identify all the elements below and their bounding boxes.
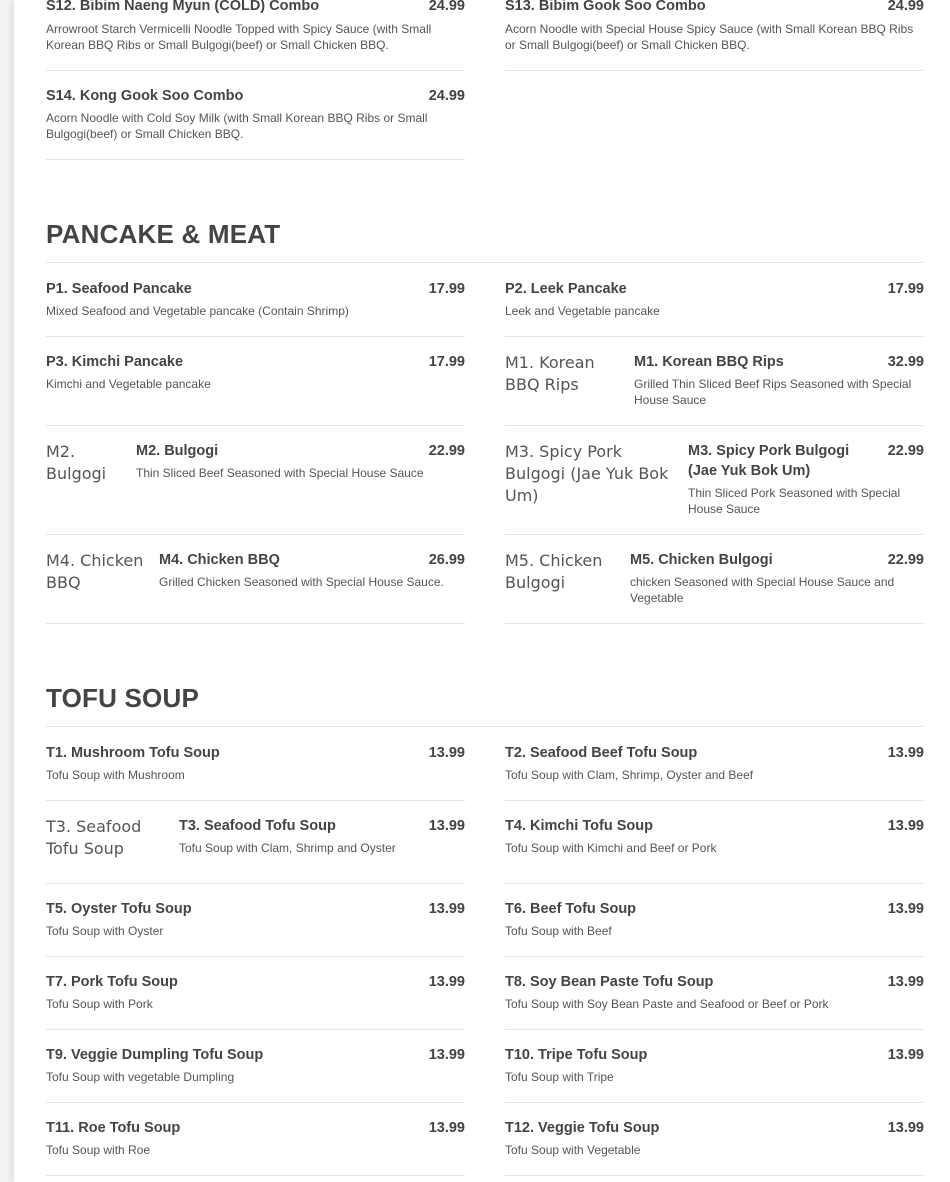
item-price: 26.99 — [428, 552, 465, 568]
item-price: 22.99 — [887, 443, 924, 459]
item-description: Tofu Soup with Clam, Shrimp, Oyster and Beef — [505, 768, 754, 782]
item-description: Tofu Soup with Soy Bean Paste and Seafood or Beef or Pork — [505, 997, 829, 1011]
menu-item-m1[interactable] — [505, 352, 924, 426]
item-name: M4. Chicken BBQ — [159, 552, 280, 568]
item-description: Tofu Soup with Vegetable — [505, 1143, 641, 1157]
menu-item-m4[interactable] — [46, 550, 465, 624]
item-name: T12. Veggie Tofu Soup — [505, 1120, 660, 1136]
item-name: M3. Spicy Pork Bulgogi (Jae Yuk Bok Um) — [688, 443, 850, 479]
item-description: Thin Sliced Beef Seasoned with Special House Sauce — [136, 466, 424, 480]
item-price: 13.99 — [428, 818, 465, 834]
menu-item-t4[interactable] — [505, 816, 924, 884]
item-name: T2. Seafood Beef Tofu Soup — [505, 745, 698, 761]
item-price: 17.99 — [887, 281, 924, 297]
item-price: 13.99 — [428, 1047, 465, 1063]
menu-item-t1[interactable] — [46, 743, 465, 801]
menu-item-p3[interactable] — [46, 352, 465, 426]
menu-item-s14[interactable] — [46, 86, 465, 160]
item-price: 32.99 — [887, 354, 924, 370]
item-description: Tofu Soup with Beef — [505, 924, 612, 938]
broken-image-icon: M5. Chicken Bulgogi — [505, 551, 603, 592]
item-price: 24.99 — [428, 88, 465, 104]
menu-item-s12[interactable] — [46, 0, 465, 71]
item-name: S12. Bibim Naeng Myun (COLD) Combo — [46, 0, 320, 14]
item-name: T4. Kimchi Tofu Soup — [505, 818, 653, 834]
item-name: S14. Kong Gook Soo Combo — [46, 88, 244, 104]
menu-item-t7[interactable] — [46, 972, 465, 1030]
item-description: chicken Seasoned with Special House Sauce and Vegetable — [630, 575, 895, 605]
item-price: 24.99 — [887, 0, 924, 14]
item-price: 13.99 — [887, 901, 924, 917]
item-description: Acorn Noodle with Special House Spicy Sauce (with Small Korean BBQ Ribs or Small Bulgogi(beef) or Small Chicken BBQ. — [505, 22, 914, 52]
item-name: P2. Leek Pancake — [505, 281, 627, 297]
item-description: Tofu Soup with Oyster — [46, 924, 164, 938]
item-description: Arrowroot Starch Vermicelli Noodle Topped with Spicy Sauce (with Small Korean BBQ Ribs or Small Bulgogi(beef) or Small Chicken BBQ. — [46, 22, 432, 52]
item-name: T1. Mushroom Tofu Soup — [46, 745, 220, 761]
item-description: Tofu Soup with Clam, Shrimp and Oyster — [179, 841, 396, 855]
item-price: 13.99 — [887, 818, 924, 834]
broken-image-icon: M3. Spicy Pork Bulgogi (Jae Yuk Bok Um) — [505, 442, 669, 505]
item-price: 17.99 — [428, 354, 465, 370]
menu-item-t3[interactable] — [46, 816, 465, 884]
menu-item-p1[interactable] — [46, 279, 465, 337]
item-name: M2. Bulgogi — [136, 443, 219, 459]
item-price: 13.99 — [887, 1120, 924, 1136]
item-description: Tofu Soup with Tripe — [505, 1070, 614, 1084]
item-name: T8. Soy Bean Paste Tofu Soup — [505, 974, 714, 990]
item-price: 24.99 — [428, 0, 465, 14]
item-name: T6. Beef Tofu Soup — [505, 901, 637, 917]
item-description: Grilled Thin Sliced Beef Rips Seasoned with Special House Sauce — [634, 377, 912, 407]
item-name: T9. Veggie Dumpling Tofu Soup — [46, 1047, 264, 1063]
item-name: S13. Bibim Gook Soo Combo — [505, 0, 706, 14]
item-description: Thin Sliced Pork Seasoned with Special House Sauce — [688, 486, 901, 516]
item-description: Tofu Soup with Roe — [46, 1143, 151, 1157]
section-divider — [46, 262, 924, 263]
item-price: 22.99 — [428, 443, 465, 459]
section-title-pancake-meat: PANCAKE & MEAT — [46, 219, 281, 249]
item-description: Tofu Soup with Mushroom — [46, 768, 185, 782]
menu-item-t10[interactable] — [505, 1045, 924, 1103]
menu-page — [14, 0, 950, 1182]
item-price: 22.99 — [887, 552, 924, 568]
item-description: Mixed Seafood and Vegetable pancake (Contain Shrimp) — [46, 304, 349, 318]
menu-item-m5[interactable] — [505, 550, 924, 624]
item-description: Kimchi and Vegetable pancake — [46, 377, 211, 391]
item-name: T7. Pork Tofu Soup — [46, 974, 178, 990]
item-name: T10. Tripe Tofu Soup — [505, 1047, 648, 1063]
item-price: 13.99 — [428, 901, 465, 917]
item-price: 13.99 — [428, 1120, 465, 1136]
menu-item-t11[interactable] — [46, 1118, 465, 1176]
item-price: 13.99 — [887, 1047, 924, 1063]
item-name: M5. Chicken Bulgogi — [630, 552, 773, 568]
menu-item-t8[interactable] — [505, 972, 924, 1030]
item-price: 13.99 — [887, 745, 924, 761]
item-name: P3. Kimchi Pancake — [46, 354, 184, 370]
menu-item-s13[interactable] — [505, 0, 924, 71]
item-description: Tofu Soup with Kimchi and Beef or Pork — [505, 841, 717, 855]
menu-item-p2[interactable] — [505, 279, 924, 337]
item-name: P1. Seafood Pancake — [46, 281, 192, 297]
broken-image-icon: M4. Chicken BBQ — [46, 551, 144, 592]
menu-item-t6[interactable] — [505, 899, 924, 957]
section-divider — [46, 726, 924, 727]
item-name: M1. Korean BBQ Rips — [634, 354, 784, 370]
item-description: Tofu Soup with Pork — [46, 997, 153, 1011]
item-description: Tofu Soup with vegetable Dumpling — [46, 1070, 235, 1084]
item-price: 17.99 — [428, 281, 465, 297]
item-name: T3. Seafood Tofu Soup — [179, 818, 336, 834]
menu-item-m3[interactable] — [505, 441, 924, 535]
menu-item-t2[interactable] — [505, 743, 924, 801]
item-price: 13.99 — [887, 974, 924, 990]
broken-image-icon: T3. Seafood Tofu Soup — [46, 817, 142, 858]
menu-item-m2[interactable] — [46, 441, 465, 535]
menu-item-t12[interactable] — [505, 1118, 924, 1176]
item-name: T5. Oyster Tofu Soup — [46, 901, 192, 917]
broken-image-icon: M1. Korean BBQ Rips — [505, 353, 595, 394]
item-name: T11. Roe Tofu Soup — [46, 1120, 181, 1136]
item-price: 13.99 — [428, 745, 465, 761]
item-price: 13.99 — [428, 974, 465, 990]
item-description: Leek and Vegetable pancake — [505, 304, 660, 318]
item-description: Acorn Noodle with Cold Soy Milk (with Small Korean BBQ Ribs or Small Bulgogi(beef) or Small Chicken BBQ. — [46, 111, 428, 141]
menu-item-t5[interactable] — [46, 899, 465, 957]
menu-item-t9[interactable] — [46, 1045, 465, 1103]
section-title-tofu-soup: TOFU SOUP — [46, 683, 200, 713]
broken-image-icon: M2. Bulgogi — [46, 442, 107, 483]
item-description: Grilled Chicken Seasoned with Special House Sauce. — [159, 575, 444, 589]
